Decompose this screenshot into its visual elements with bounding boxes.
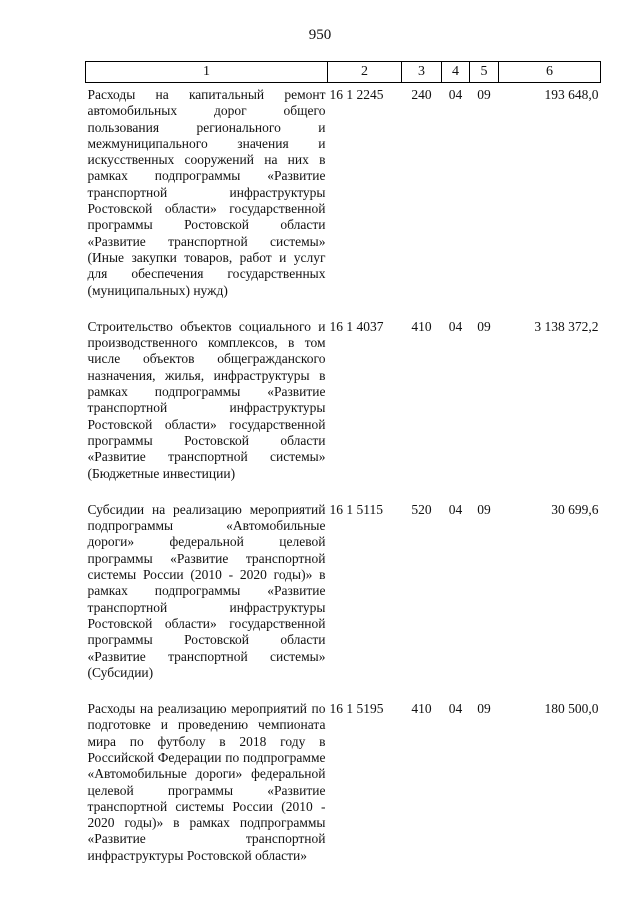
column-header-3: 3	[402, 62, 442, 83]
row-expense-type: 410	[411, 318, 432, 334]
row-section: 04	[448, 701, 463, 717]
row-target-code: 16 1 4037	[329, 318, 384, 334]
row-subsection: 09	[477, 501, 491, 517]
table-row	[86, 83, 601, 315]
row-amount: 3 138 372,2	[534, 318, 599, 334]
row-target-code: 16 1 5115	[329, 501, 383, 517]
row-description: Расходы на капитальный ремонт автомобильных дорог общего пользования регионального и межмуниципального значения и искусственных сооружений на них в рамках подпрограммы «Развитие транспортной инфраструктуры Ростовской области» государственной программы Ростовской области «Развитие транспортной системы» (Иные закупки товаров, работ и услуг для обеспечения государственных (муниципальных) нужд)	[87, 87, 326, 298]
row-amount: 193 648,0	[544, 87, 599, 102]
column-header-2: 2	[328, 62, 402, 83]
row-expense-type: 520	[411, 501, 432, 517]
table-row	[86, 315, 601, 498]
row-subsection: 09	[477, 87, 491, 102]
row-expense-type: 410	[411, 701, 432, 717]
column-header-1: 1	[86, 62, 328, 83]
row-section: 04	[448, 318, 463, 334]
row-description: Субсидии на реализацию мероприятий подпрограммы «Автомобильные дороги» федеральной целевой программы «Развитие транспортной системы России (2010 - 2020 годы)» в рамках подпрограммы «Развитие транспортной инфраструктуры Ростовской области» государственной программы Ростовской области «Развитие транспортной системы» (Субсидии)	[87, 501, 326, 680]
row-subsection: 09	[477, 701, 491, 717]
table-header-row	[86, 62, 601, 83]
page-number: 950	[308, 27, 332, 43]
row-target-code: 16 1 5195	[329, 701, 384, 717]
row-description: Строительство объектов социального и производственного комплексов, в том числе объектов общегражданского назначения, жилья, инфраструктуры в рамках подпрограммы «Развитие транспортной инфраструктуры Ростовской области» государственной программы Ростовской области «Развитие транспортной системы» (Бюджетные инвестиции)	[87, 318, 326, 481]
row-amount: 180 500,0	[544, 701, 599, 717]
row-section: 04	[448, 87, 463, 102]
row-amount: 30 699,6	[551, 501, 599, 517]
column-header-5: 5	[470, 62, 499, 83]
row-subsection: 09	[477, 318, 491, 334]
column-header-6: 6	[499, 62, 601, 83]
row-description: Расходы на реализацию мероприятий по подготовке и проведению чемпионата мира по футболу в 2018 году в Российской Федерации по подпрограмме «Автомобильные дороги» федеральной целевой программы «Развитие транспортной системы России (2010 - 2020 годы)» в рамках подпрограммы «Развитие транспортной инфраструктуры Ростовской области»	[87, 701, 326, 863]
column-header-4: 4	[442, 62, 470, 83]
row-section: 04	[448, 501, 463, 517]
budget-table	[85, 61, 601, 880]
table-row	[86, 697, 601, 880]
row-expense-type: 240	[411, 87, 432, 102]
row-target-code: 16 1 2245	[329, 87, 384, 102]
table-row	[86, 498, 601, 697]
